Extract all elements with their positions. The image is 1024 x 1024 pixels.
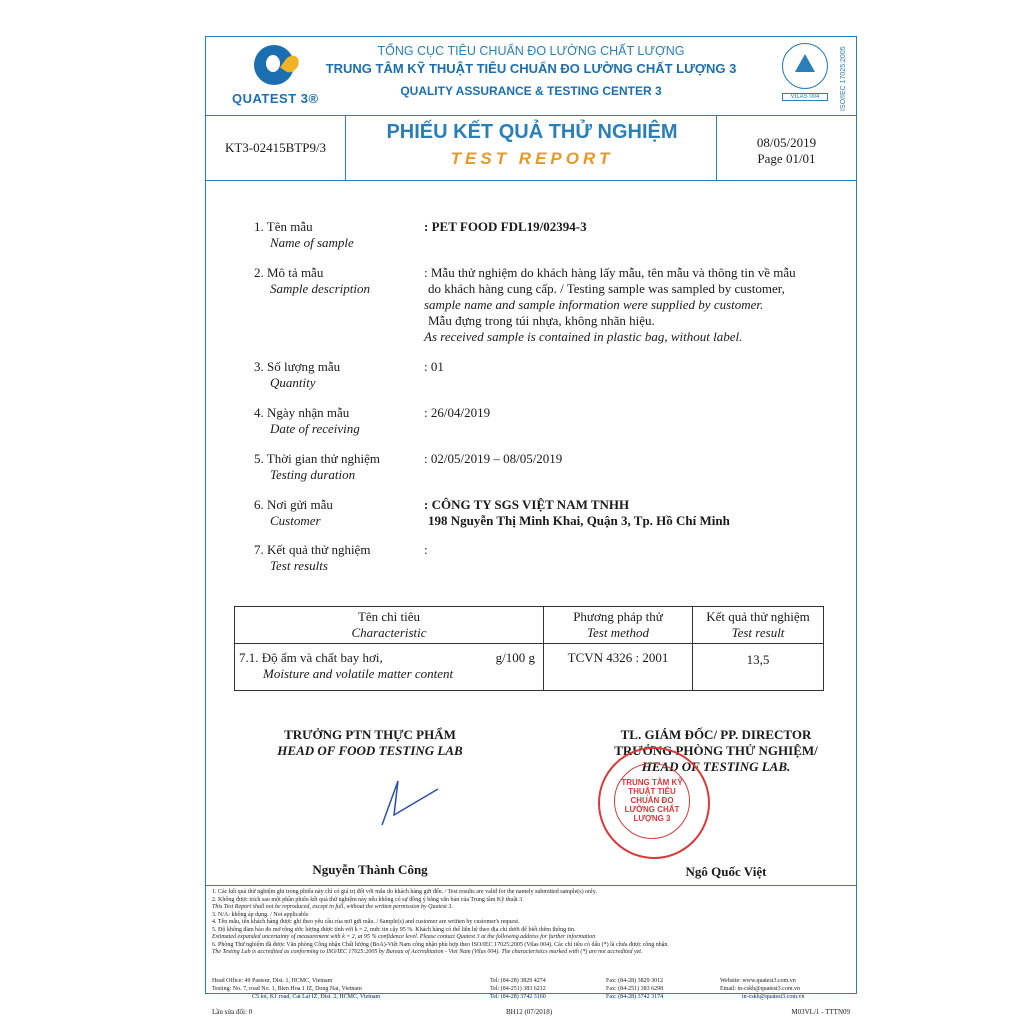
description-line: : Mẫu thử nghiệm do khách hàng lấy mẫu, tên mẫu và thông tin về mẫu [424,265,796,280]
fax-1: Fax: (84-28) 3829 3012 [606,978,664,984]
field-label-en: Testing duration [270,467,356,482]
report-ref: KT3-02415BTP9/3 [206,115,346,180]
description-line: As received sample is contained in plastic bag, without label. [424,329,743,344]
description-line: sample name and sample information were supplied by customer. [424,297,764,312]
customer-name: : CÔNG TY SGS VIỆT NAM TNHH [424,497,630,512]
report-frame [205,36,857,1016]
header-vi: Tên chỉ tiêu [357,609,421,624]
red-stamp-icon [598,747,710,859]
sample-description-value [424,265,864,345]
footnote: 6. Phòng Thử nghiệm đã được Văn phòng Công nhận Chất lượng (BoA)-Việt Nam công nhận phù hợp theo ISO/IEC 17025:2005 (Vilas 004). Các chỉ tiêu có dấu (*) là chưa được công nhận. [212,941,669,948]
header-en: Test result [731,625,785,640]
footnote: 2. Không được trích sao một phần phiếu kết quả thử nghiệm này nếu không có sự đồng ý bằng văn bản của Trung tâm Kỹ thuật 3. [212,896,524,903]
report-date: 08/05/2019 [756,135,817,150]
date-box [716,115,856,180]
stamp-text: TRUNG TÂM KỸ THUẬT TIÊU CHUẨN ĐO LƯỜNG CHẤT LƯỢNG 3 [614,763,690,839]
field-label-en: Quantity [270,375,316,390]
footnote: 1. Các kết quả thử nghiệm ghi trong phiếu này chỉ có giá trị đối với mẫu do khách hàng gửi đến. / Test results are valid for the namely submitted sample(s) only. [212,889,597,895]
field-label-en: Test results [270,558,328,573]
table-header-row [235,607,824,644]
date-receiving-value: : 26/04/2019 [424,405,491,420]
footnote: 5. Độ không đảm bảo đo mở rộng ước lượng được tính với k = 2, mức tin cậy 95 %. Khách hàng có thể liên hệ theo địa chỉ dưới để biết thêm thông tin. [212,926,576,933]
header-vi: Kết quả thử nghiệm [706,609,810,624]
left-signature-icon [374,773,444,829]
testing-address-2: C5 lot, K1 road, Cat Lai IZ, Dist. 2, HCMC, Vietnam [252,994,381,1000]
org-line-1: TỔNG CỤC TIÊU CHUẨN ĐO LƯỜNG CHẤT LƯỢNG [377,44,685,58]
field-label-vi: 7. Kết quả thử nghiệm [254,542,371,557]
testing-address-1: Testing: No. 7, road No. 1, Bien Hoa 1 IZ, Dong Nai, Vietnam [212,986,362,992]
footnotes [206,885,856,960]
vilas-label: VILAS 004 [782,93,828,101]
results-table [234,606,824,691]
quantity-value: : 01 [424,359,444,374]
right-signer-name: Ngô Quốc Việt [685,864,767,879]
header-characteristic [235,607,544,644]
header-vi: Phương pháp thử [573,609,663,624]
footnote: The Testing Lab is accredited as conforming to ISO/IEC 17025:2005 by Bureau of Accreditation - Viet Nam (Vilas 004). The characteristics marked with (*) are not accredited yet. [212,949,643,955]
table-row [235,644,824,691]
right-title-2: TRƯỞNG PHÒNG THỬ NGHIỆM/ [614,743,818,758]
org-line-2: TRUNG TÂM KỸ THUẬT TIÊU CHUẨN ĐO LƯỜNG CHẤT LƯỢNG 3 [325,61,737,76]
report-title-vi: PHIẾU KẾT QUẢ THỬ NGHIỆM [386,121,678,143]
page-number: Page 01/01 [757,151,816,166]
field-label-vi: 1. Tên mẫu [254,219,313,234]
customer-value [424,497,864,529]
test-results-value: : [424,542,428,557]
field-label-vi: 5. Thời gian thử nghiệm [254,451,380,466]
field-label-en: Customer [270,513,321,528]
footnote: This Test Report shall not be reproduced, except in full, without the written permission by Quatest 3. [212,904,453,910]
head-office: Head Office: 49 Pasteur, Dist. 1, HCMC, Vietnam [212,978,333,984]
footnote: Estimated expanded uncertainty of measurement with k = 2, at 95 % confidence level. Please contact Quatest 3 at the following address for further information [212,934,596,940]
revision-label: Lần sửa đổi: 0 [212,1008,253,1016]
field-label-vi: 6. Nơi gửi mẫu [254,497,333,512]
field-label-en: Sample description [270,281,371,296]
fax-2: Fax: (84-251) 383 6298 [606,986,664,992]
email-2: tn-cskh@quatest3.com.vn [742,994,805,1000]
field-label-en: Date of receiving [270,421,360,436]
left-signature-block [250,727,490,759]
tel-2: Tel: (84-251) 383 6212 [490,986,546,992]
cell-test-method: TCVN 4326 : 2001 [544,644,693,691]
sample-name-value: : PET FOOD FDL19/02394-3 [424,219,587,234]
footnote: 4. Tên mẫu, tên khách hàng được ghi theo yêu cầu của nơi gửi mẫu. / Sample(s) and customer are written by customer's request. [212,919,520,925]
form-code: BH12 (07/2018) [506,1008,553,1016]
right-title-3: HEAD OF TESTING LAB. [641,759,791,774]
document-code: M03VL/1 - TTTN09 [791,1008,850,1016]
field-label-vi: 3. Số lượng mẫu [254,359,341,374]
left-title-vi: TRƯỞNG PTN THỰC PHẨM [284,727,456,742]
tel-3: Tel: (84-28) 3742 3160 [490,994,546,1000]
title-bar [206,115,856,181]
org-line-3: QUALITY ASSURANCE & TESTING CENTER 3 [400,84,662,98]
description-line: Mẫu đựng trong túi nhựa, không nhãn hiệu. [428,313,655,328]
characteristic-unit: g/100 g [495,650,535,665]
website: Website: www.quatest3.com.vn [720,978,796,984]
footnote: 3. N/A: không áp dụng. / Not applicable [212,911,309,918]
report-title-en: TEST REPORT [450,149,614,168]
header-en: Test method [587,625,649,640]
left-signer-name: Nguyễn Thành Công [312,862,428,877]
fax-3: Fax: (84-28) 3742 3174 [606,994,664,1000]
characteristic-vi: 7.1. Độ ẩm và chất bay hơi, [239,650,383,665]
cell-test-result: 13,5 [693,644,824,691]
field-label-vi: 2. Mô tả mẫu [254,265,324,280]
email-1: Email: tn-cskh@quatest3.com.vn [720,986,801,992]
report-header [206,37,856,116]
header-test-result [693,607,824,644]
header-en: Characteristic [351,625,427,640]
left-title-en: HEAD OF FOOD TESTING LAB [277,743,463,758]
iso-label: ISO/IEC 17025:2005 [840,46,847,111]
description-line: do khách hàng cung cấp. / Testing sample was sampled by customer, [428,281,785,296]
customer-address: 198 Nguyễn Thị Minh Khai, Quận 3, Tp. Hồ Chí Minh [428,513,730,528]
accreditation-seal-icon [782,43,828,89]
tel-1: Tel: (84-28) 3829 4274 [490,978,546,984]
characteristic-en: Moisture and volatile matter content [263,666,454,681]
right-title-1: TL. GIÁM ĐỐC/ PP. DIRECTOR [620,727,812,742]
testing-duration-value: : 02/05/2019 – 08/05/2019 [424,451,563,466]
logo-text: QUATEST 3® [232,91,319,106]
field-label-vi: 4. Ngày nhận mẫu [254,405,350,420]
cell-characteristic [235,644,544,691]
header-test-method [544,607,693,644]
field-label-en: Name of sample [270,235,354,250]
